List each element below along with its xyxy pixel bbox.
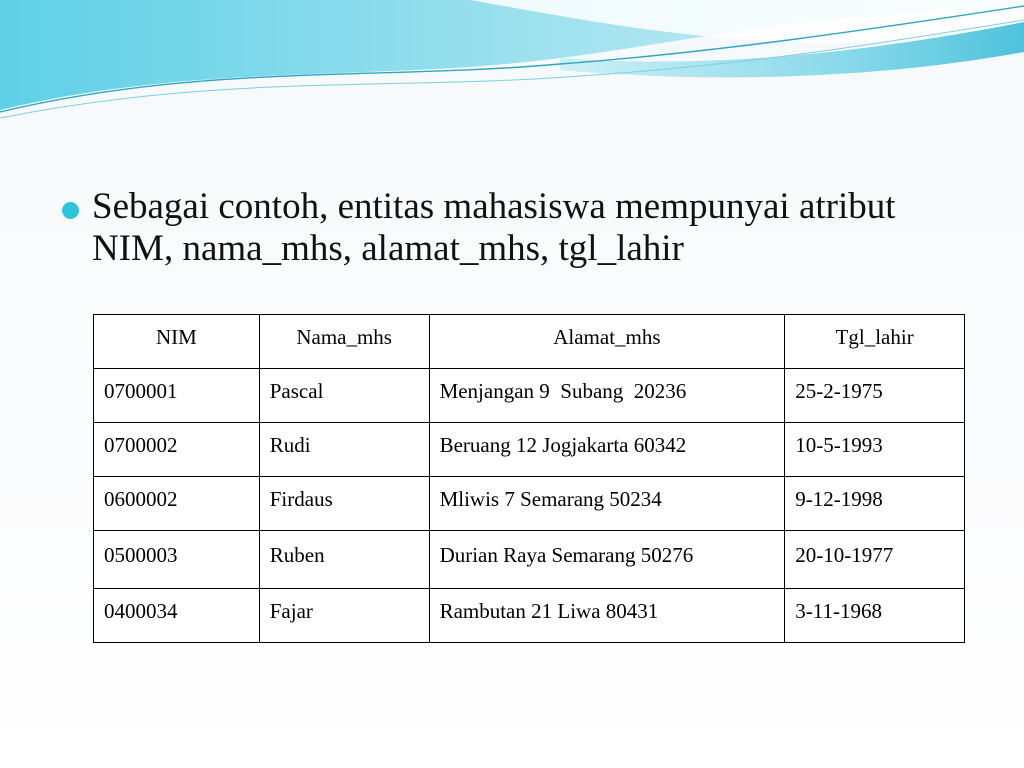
header-alamat: Alamat_mhs (429, 315, 785, 369)
cell-tgl-lahir: 20-10-1977 (785, 531, 965, 589)
cell-nama: Rudi (259, 423, 429, 477)
mahasiswa-table (93, 314, 965, 643)
table-row (94, 531, 965, 589)
cell-nama: Firdaus (259, 477, 429, 531)
bullet-text: Sebagai contoh, entitas mahasiswa mempunyai atribut NIM, nama_mhs, alamat_mhs, tgl_lahir (92, 186, 896, 269)
header-tgl-lahir: Tgl_lahir (785, 315, 965, 369)
cell-alamat: Rambutan 21 Liwa 80431 (429, 589, 785, 643)
cell-nim: 0500003 (94, 531, 260, 589)
cell-tgl-lahir: 3-11-1968 (785, 589, 965, 643)
bullet-item (62, 186, 962, 270)
cell-alamat: Durian Raya Semarang 50276 (429, 531, 785, 589)
table-row (94, 589, 965, 643)
cell-tgl-lahir: 25-2-1975 (785, 369, 965, 423)
cell-alamat: Beruang 12 Jogjakarta 60342 (429, 423, 785, 477)
header-nim: NIM (94, 315, 260, 369)
cell-tgl-lahir: 9-12-1998 (785, 477, 965, 531)
cell-nama: Fajar (259, 589, 429, 643)
table-row (94, 477, 965, 531)
cell-alamat: Menjangan 9 Subang 20236 (429, 369, 785, 423)
header-nama: Nama_mhs (259, 315, 429, 369)
table-row (94, 369, 965, 423)
bullet-dot-icon (62, 202, 79, 219)
cell-nim: 0400034 (94, 589, 260, 643)
table-header-row (94, 315, 965, 369)
cell-tgl-lahir: 10-5-1993 (785, 423, 965, 477)
cell-nim: 0700002 (94, 423, 260, 477)
cell-alamat: Mliwis 7 Semarang 50234 (429, 477, 785, 531)
table-row (94, 423, 965, 477)
header-wave-decoration (0, 0, 1024, 130)
cell-nim: 0700001 (94, 369, 260, 423)
cell-nama: Ruben (259, 531, 429, 589)
cell-nim: 0600002 (94, 477, 260, 531)
cell-nama: Pascal (259, 369, 429, 423)
